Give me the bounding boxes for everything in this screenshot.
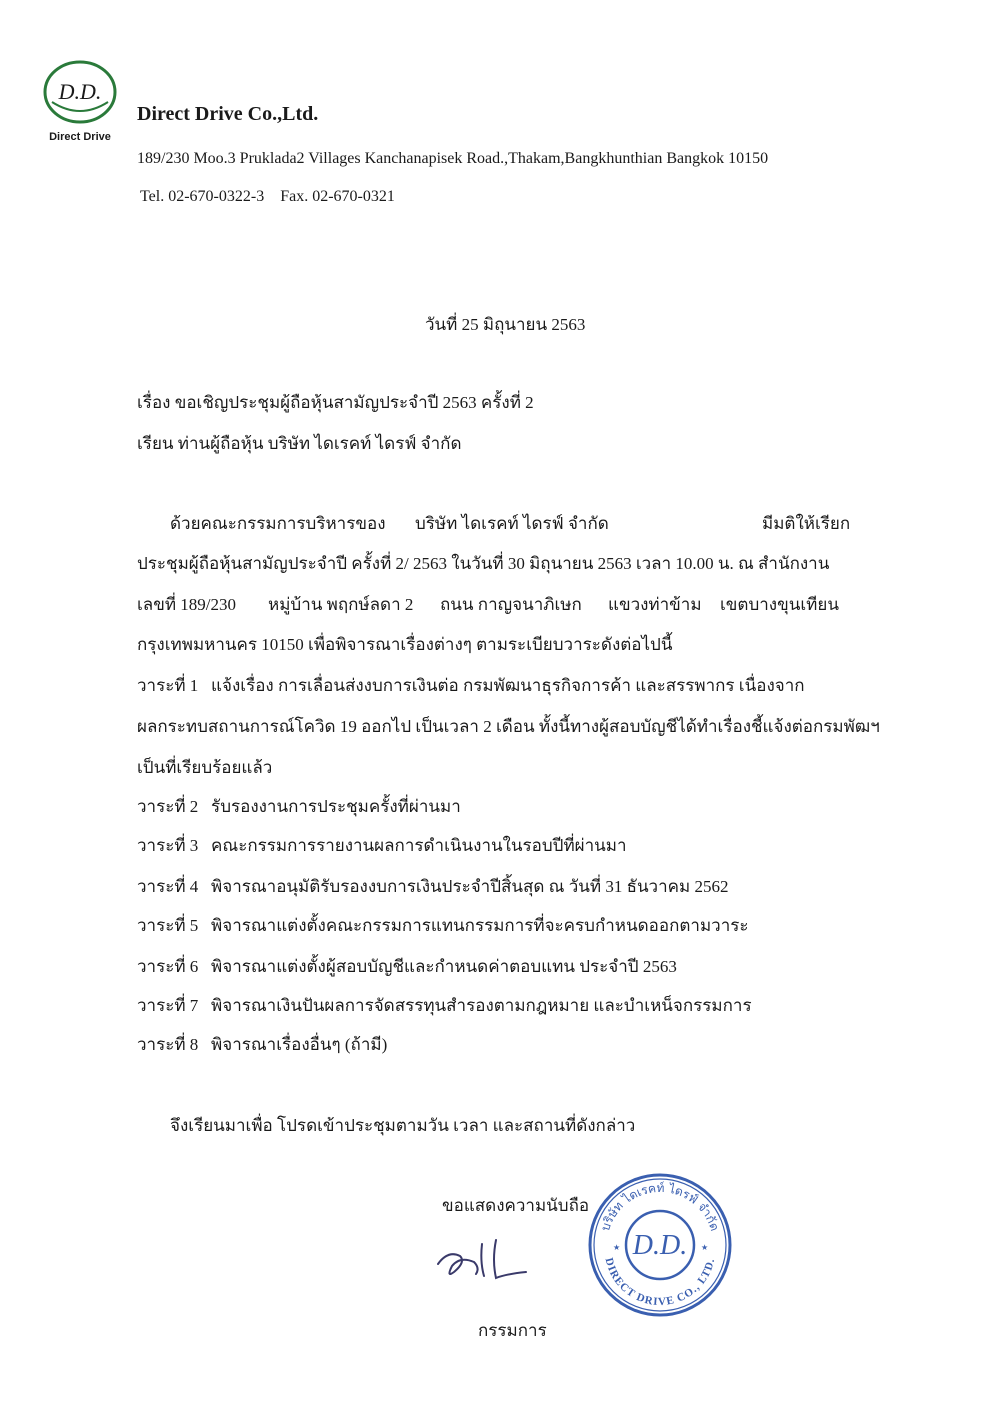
- agenda-item-3: วาระที่ 3 คณะกรรมการรายงานผลการดำเนินงานในรอบปีที่ผ่านมา: [137, 836, 627, 855]
- svg-text:★: ★: [613, 1243, 621, 1252]
- company-address: 189/230 Moo.3 Pruklada2 Villages Kanchanapisek Road.,Thakam,Bangkhunthian Bangkok 10150: [137, 150, 769, 167]
- letter-recipient: เรียน ท่านผู้ถือหุ้น บริษัท ไดเรคท์ ไดรฟ์ จำกัด: [137, 434, 462, 453]
- company-contact: Tel. 02-670-0322-3 Fax. 02-670-0321: [140, 188, 395, 205]
- body-line-2: ประชุมผู้ถือหุ้นสามัญประจำปี ครั้งที่ 2/ 2563 ในวันที่ 30 มิถุนายน 2563 เวลา 10.00 น. ณ สำนักงาน: [137, 554, 830, 573]
- body-line-3d: แขวงท่าข้าม: [608, 595, 702, 614]
- agenda-item-7: วาระที่ 7 พิจารณาเงินปันผลการจัดสรรทุนสำรองตามกฎหมาย และบำเหน็จกรรมการ: [137, 996, 752, 1015]
- regards-text: ขอแสดงความนับถือ: [442, 1196, 590, 1215]
- agenda-item-2: วาระที่ 2 รับรองงานการประชุมครั้งที่ผ่านมา: [137, 797, 461, 816]
- agenda-item-1-cont2: เป็นที่เรียบร้อยแล้ว: [137, 758, 273, 777]
- body-line-3c: ถนน กาญจนาภิเษก: [440, 595, 582, 614]
- company-logo: [40, 58, 120, 144]
- signer-title: กรรมการ: [478, 1321, 547, 1340]
- logo-text: D.D.: [58, 79, 102, 104]
- letter-subject: เรื่อง ขอเชิญประชุมผู้ถือหุ้นสามัญประจำปี 2563 ครั้งที่ 2: [137, 393, 534, 412]
- company-stamp: [585, 1170, 735, 1320]
- body-line-4: กรุงเทพมหานคร 10150 เพื่อพิจารณาเรื่องต่างๆ ตามระเบียบวาระดังต่อไปนี้: [137, 635, 673, 654]
- agenda-item-6: วาระที่ 6 พิจารณาแต่งตั้งผู้สอบบัญชีและกำหนดค่าตอบแทน ประจำปี 2563: [137, 957, 677, 976]
- agenda-item-1: วาระที่ 1 แจ้งเรื่อง การเลื่อนส่งงบการเงินต่อ กรมพัฒนาธุรกิจการค้า และสรรพากร เนื่องจาก: [137, 676, 805, 695]
- company-name: Direct Drive Co.,Ltd.: [137, 103, 319, 125]
- body-line-3b: หมู่บ้าน พฤกษ์ลดา 2: [268, 595, 414, 614]
- body-line-1c: มีมติให้เรียก: [762, 514, 851, 533]
- agenda-item-4: วาระที่ 4 พิจารณาอนุมัติรับรองงบการเงินประจำปีสิ้นสุด ณ วันที่ 31 ธันวาคม 2562: [137, 877, 729, 896]
- logo-caption: Direct Drive: [49, 131, 111, 143]
- closing-text: จึงเรียนมาเพื่อ โปรดเข้าประชุมตามวัน เวลา และสถานที่ดังกล่าว: [170, 1116, 636, 1135]
- agenda-item-1-cont: ผลกระทบสถานการณ์โควิด 19 ออกไป เป็นเวลา 2 เดือน ทั้งนี้ทางผู้สอบบัญชีได้ทำเรื่องชี้แจ้งต่อกรมพัฒฯ: [137, 717, 880, 736]
- agenda-item-5: วาระที่ 5 พิจารณาแต่งตั้งคณะกรรมการแทนกรรมการที่จะครบกำหนดออกตามวาระ: [137, 916, 749, 935]
- stamp-top-text: บริษัท ไดเรคท์ ไดรฟ์ จำกัด: [598, 1180, 722, 1233]
- body-line-3e: เขตบางขุนเทียน: [720, 595, 839, 614]
- letter-date: วันที่ 25 มิถุนายน 2563: [425, 315, 586, 334]
- svg-text:★: ★: [701, 1243, 709, 1252]
- body-line-1a: ด้วยคณะกรรมการบริหารของ: [170, 514, 386, 533]
- body-line-1b: บริษัท ไดเรคท์ ไดรฟ์ จำกัด: [415, 514, 609, 533]
- signature-image: [430, 1232, 560, 1292]
- body-line-3a: เลขที่ 189/230: [137, 595, 237, 614]
- stamp-bottom-text: DIRECT DRIVE CO., LTD.: [602, 1256, 718, 1309]
- stamp-center-text: D.D.: [632, 1230, 688, 1261]
- agenda-item-8: วาระที่ 8 พิจารณาเรื่องอื่นๆ (ถ้ามี): [137, 1035, 388, 1054]
